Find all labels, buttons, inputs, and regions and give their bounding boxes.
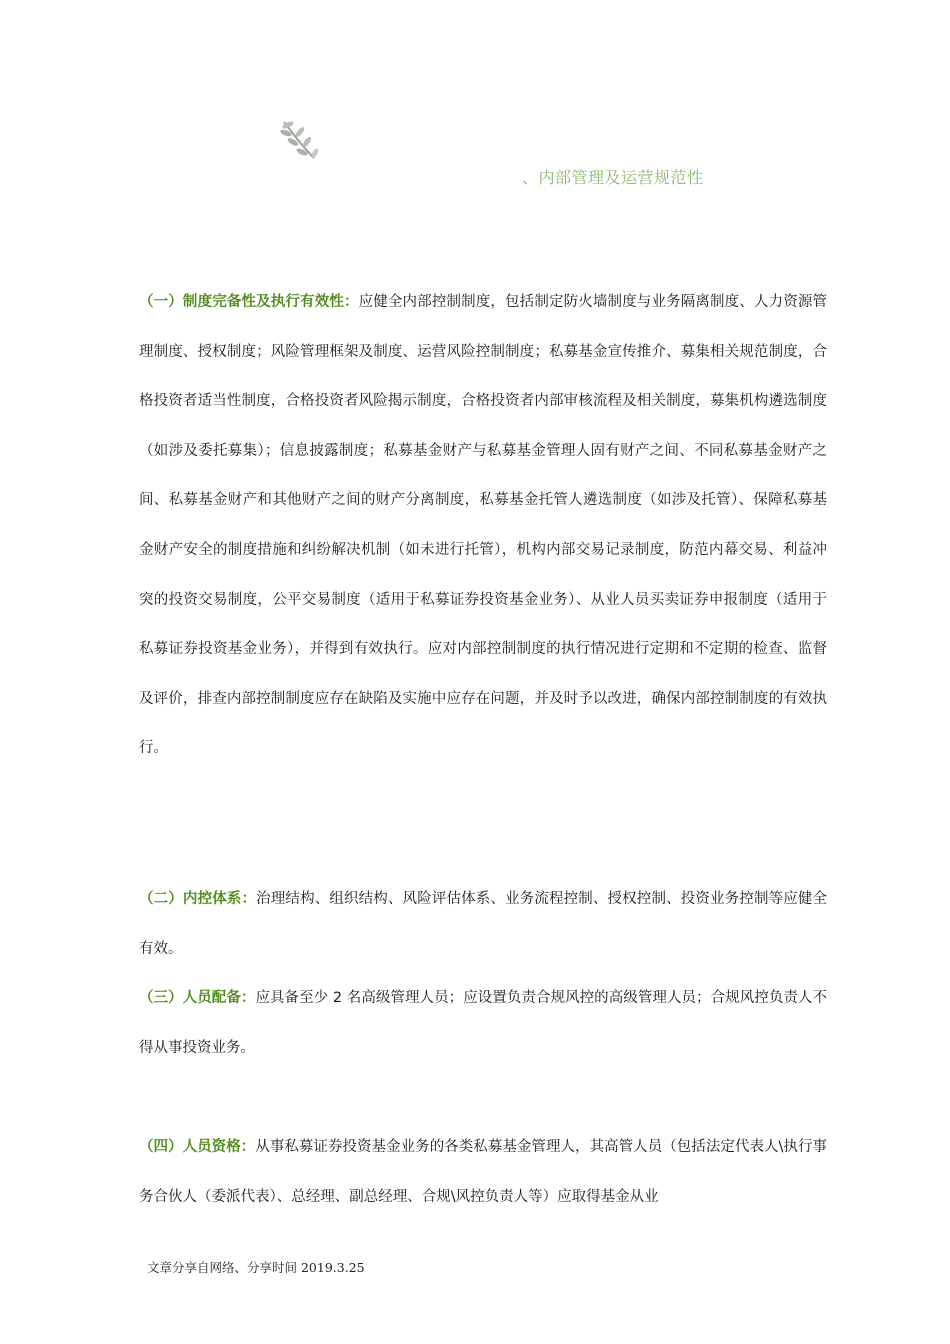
document-title: 、内部管理及运营规范性 bbox=[522, 168, 704, 187]
section-institution-completeness bbox=[139, 278, 827, 774]
laurel-branch-icon bbox=[278, 118, 322, 164]
section-personnel-qualification bbox=[139, 1123, 827, 1222]
section-heading: （三）人员配备： bbox=[139, 990, 256, 1006]
section-body: 应具备至少 2 名高级管理人员；应设置负责合规风控的高级管理人员；合规风控负责人不得从事投资业务。 bbox=[139, 990, 827, 1056]
section-heading: （一）制度完备性及执行有效性： bbox=[139, 294, 359, 310]
section-body: 应健全内部控制制度，包括制定防火墙制度与业务隔离制度、人力资源管理制度、授权制度；风险管理框架及制度、运营风险控制制度；私募基金宣传推介、募集相关规范制度，合格投资者适当性制度，合格投资者风险揭示制度，合格投资者内部审核流程及相关制度，募集机构遴选制度（如涉及委托募集）；信息披露制度；私募基金财产与私募基金管理人固有财产之间、不同私募基金财产之间、私募基金财产和其他财产之间的财产分离制度，私募基金托管人遴选制度（如涉及托管）、保障私募基金财产安全的制度措施和纠纷解决机制（如未进行托管），机构内部交易记录制度，防范内幕交易、利益冲突的投资交易制度，公平交易制度（适用于私募证券投资基金业务）、从业人员买卖证券申报制度（适用于私募证券投资基金业务），并得到有效执行。应对内部控制制度的执行情况进行定期和不定期的检查、监督及评价，排查内部控制制度应存在缺陷及实施中应存在问题，并及时予以改进，确保内部控制制度的有效执行。 bbox=[139, 294, 828, 757]
footer-note: 文章分享自网络、分享时间 2019.3.25 bbox=[147, 1260, 365, 1275]
section-heading: （四）人员资格： bbox=[139, 1139, 256, 1155]
section-body: 治理结构、组织结构、风险评估体系、业务流程控制、授权控制、投资业务控制等应健全有效。 bbox=[139, 891, 828, 957]
section-internal-control bbox=[139, 875, 827, 974]
section-staffing bbox=[139, 974, 827, 1073]
section-body: 从事私募证券投资基金业务的各类私募基金管理人，其高管人员（包括法定代表人\执行事务合伙人（委派代表）、总经理、副总经理、合规\风控负责人等）应取得基金从业 bbox=[139, 1139, 827, 1205]
section-heading: （二）内控体系： bbox=[139, 891, 257, 907]
